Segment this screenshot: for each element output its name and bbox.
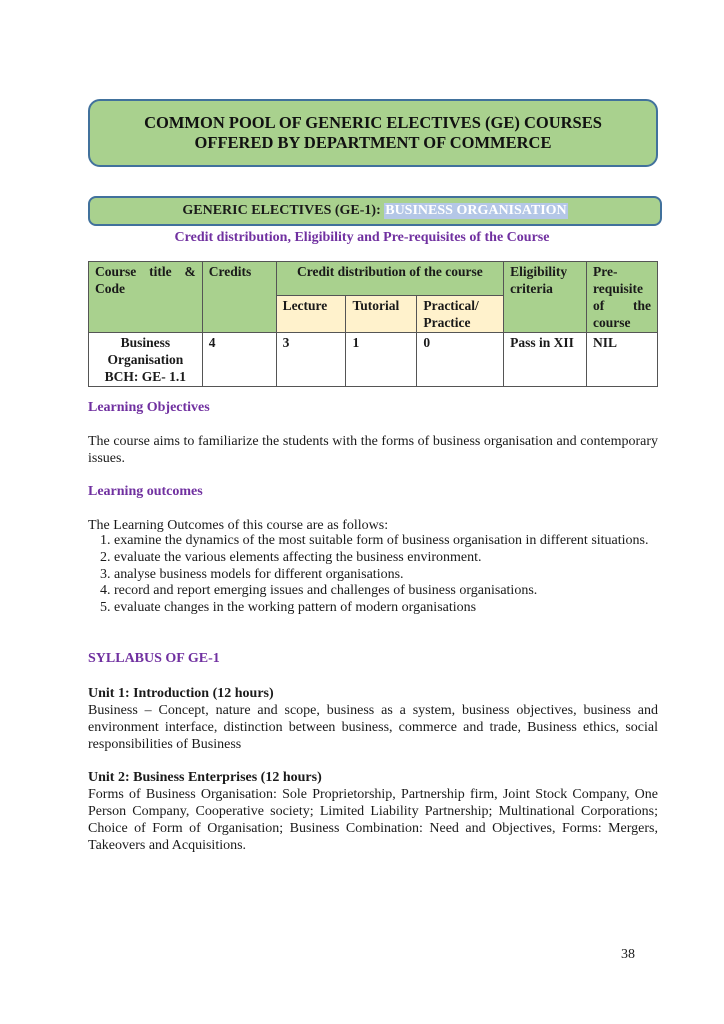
unit-2-title: Unit 2: Business Enterprises (12 hours) xyxy=(88,770,322,785)
banner-line-1: COMMON POOL OF GENERIC ELECTIVES (GE) COURSES xyxy=(144,113,602,132)
ge-title-prefix: GENERIC ELECTIVES (GE-1): xyxy=(182,203,381,218)
page-number: 38 xyxy=(621,947,635,962)
course-code: BCH: GE- 1.1 xyxy=(104,369,187,384)
header-tutorial: Tutorial xyxy=(346,296,417,333)
header-credit-distribution: Credit distribution of the course xyxy=(276,262,504,296)
ge-title-course: BUSINESS ORGANISATION xyxy=(385,203,567,218)
list-item: 5. evaluate changes in the working pattern of modern organisations xyxy=(114,600,684,617)
unit-2-text: Forms of Business Organisation: Sole Proprietorship, Partnership firm, Joint Stock Company, One Person Company, Cooperative society; Limited Liability Partnership; Multinational Corporations; Choice of Form of Organisation; Business Combination: Need and Objectives, Forms: Mergers, Takeovers and Acquisitions. xyxy=(88,787,658,853)
header-course-title: Course title & Code xyxy=(89,262,203,333)
unit-1-text: Business – Concept, nature and scope, business as a system, business objectives, business and environment interface, distinction between business, commerce and trade, Business ethics, social responsibilities of Business xyxy=(88,703,658,752)
ge-title-bar xyxy=(88,196,662,226)
eligibility-value: Pass in XII xyxy=(504,333,587,387)
header-prerequisite: Pre-requisite of the course xyxy=(587,262,658,333)
credit-distribution-heading: Credit distribution, Eligibility and Pre-requisites of the Course xyxy=(174,230,550,245)
table-row xyxy=(89,333,658,387)
list-item: 4. record and report emerging issues and challenges of business organisations. xyxy=(114,583,684,600)
practical-value: 0 xyxy=(417,333,504,387)
header-credits: Credits xyxy=(202,262,276,333)
course-cell xyxy=(89,333,203,387)
lecture-value: 3 xyxy=(276,333,346,387)
unit-1-title: Unit 1: Introduction (12 hours) xyxy=(88,686,274,701)
title-banner xyxy=(88,99,658,167)
credit-table xyxy=(88,261,658,387)
list-item: 1. examine the dynamics of the most suitable form of business organisation in different situations. xyxy=(114,533,684,550)
table-header-row xyxy=(89,262,658,296)
credits-value: 4 xyxy=(202,333,276,387)
header-eligibility: Eligibility criteria xyxy=(504,262,587,333)
prerequisite-value: NIL xyxy=(587,333,658,387)
header-practical: Practical/ Practice xyxy=(417,296,504,333)
course-name: Business Organisation xyxy=(107,335,184,367)
syllabus-heading: SYLLABUS OF GE-1 xyxy=(88,651,220,666)
learning-objectives-heading: Learning Objectives xyxy=(88,400,210,415)
list-item: 2. evaluate the various elements affecting the business environment. xyxy=(114,550,684,567)
tutorial-value: 1 xyxy=(346,333,417,387)
unit-1 xyxy=(88,685,658,753)
learning-outcomes-heading: Learning outcomes xyxy=(88,484,203,499)
banner-line-2: OFFERED BY DEPARTMENT OF COMMERCE xyxy=(194,133,552,152)
learning-objectives-text: The course aims to familiarize the students with the forms of business organisation and contemporary issues. xyxy=(88,434,658,466)
unit-2 xyxy=(88,769,658,854)
list-item: 3. analyse business models for different organisations. xyxy=(114,567,684,584)
learning-outcomes-list xyxy=(88,533,684,617)
header-lecture: Lecture xyxy=(276,296,346,333)
learning-outcomes-intro: The Learning Outcomes of this course are as follows: xyxy=(88,518,389,533)
